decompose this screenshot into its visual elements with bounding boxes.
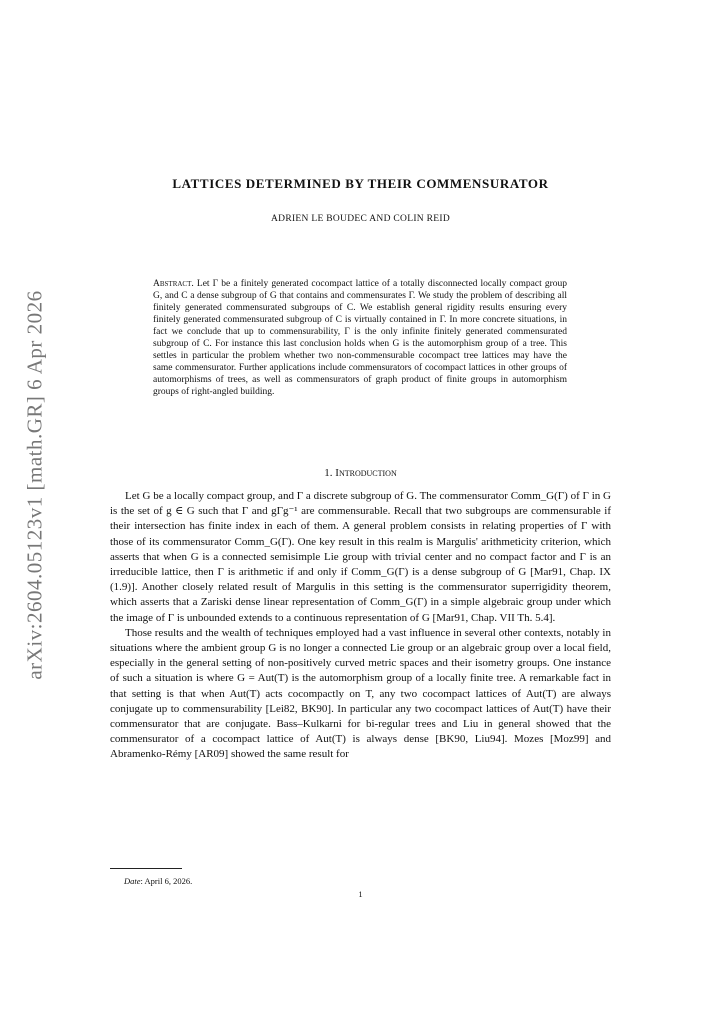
- arxiv-id: arXiv:2604.05123v1 [math.GR] 6 Apr 2026: [22, 290, 47, 680]
- body-text: [110, 489, 611, 763]
- page-number: 1: [358, 889, 363, 899]
- footnote-rule: [110, 868, 182, 869]
- abstract-text: Let Γ be a finitely generated cocompact lattice of a totally disconnected locally compact group G, and C a dense subgroup of G that contains and commensurates Γ. We study the problem of describing all finitely generated commensurated subgroups of C. We establish general rigidity results ensuring every finitely generated commensurated subgroup of C is virtually contained in Γ. In more concrete situations, in fact we conclude that up to commensurability, Γ is the only infinite finitely generated commensurated subgroup of C. For instance this last conclusion holds when G is the automorphism group of a tree. This settles in particular the problem whether two non-commensurable cocompact tree lattices may have the same commensurator. Further applications include commensurators of cocompact lattices in other groups of automorphisms of trees, as well as commensurators of graph product of finite groups in automorphism groups of right-angled building.: [153, 279, 568, 397]
- paper-authors: ADRIEN LE BOUDEC AND COLIN REID: [271, 214, 450, 224]
- footnote-text: : April 6, 2026.: [140, 876, 193, 886]
- section-heading: 1. Introduction: [324, 467, 397, 479]
- paper-title: LATTICES DETERMINED BY THEIR COMMENSURATOR: [172, 176, 549, 191]
- footnote-label: Date: [124, 876, 141, 886]
- abstract-label: Abstract.: [153, 279, 194, 289]
- abstract: [153, 278, 567, 398]
- footnote: [124, 876, 192, 886]
- arxiv-sidebar-stamp: [18, 290, 52, 680]
- paragraph: Those results and the wealth of techniques employed had a vast influence in several other contexts, notably in situations where the ambient group G is no longer a connected Lie group or an algebraic group over a local field, especially in the general setting of non-positively curved metric spaces and their isometry groups. One instance of such a situation is where G = Aut(T) is the automorphism group of a locally finite tree. A remarkable fact in that setting is that when Aut(T) acts cocompactly on T, any two cocompact lattices of Aut(T) are always conjugate up to commensurability [Lei82, BK90]. In particular any two cocompact lattices of Aut(T) have their commensurator that are conjugate. Bass–Kulkarni for bi-regular trees and Liu in general showed that the commensurator of a cocompact lattice of Aut(T) is always dense [BK90, Liu94]. Mozes [Moz99] and Abramenko-Rémy [AR09] showed the same result for: [110, 626, 611, 761]
- paragraph: Let G be a locally compact group, and Γ a discrete subgroup of G. The commensurator Comm_G(Γ) of Γ in G is the set of g ∈ G such that Γ and gΓg⁻¹ are commensurable. Recall that two subgroups are commensurable if their intersection has finite index in each of them. A general problem consists in relating properties of Γ with those of its commensurator Comm_G(Γ). One key result in this realm is Margulis' arithmeticity criterion, which asserts that when G is a connected semisimple Lie group with trivial center and no compact factor and Γ is an irreducible lattice, then Γ is arithmetic if and only if Comm_G(Γ) is a dense subgroup of G [Mar91, Chap. IX (1.9)]. Another closely related result of Margulis in this setting is the commensurator superrigidity theorem, which asserts that a Zariski dense linear representation of Comm_G(Γ) in a simple algebraic group under which the image of Γ is unbounded extends to a continuous representation of G [Mar91, Chap. VII Th. 5.4].: [110, 490, 611, 624]
